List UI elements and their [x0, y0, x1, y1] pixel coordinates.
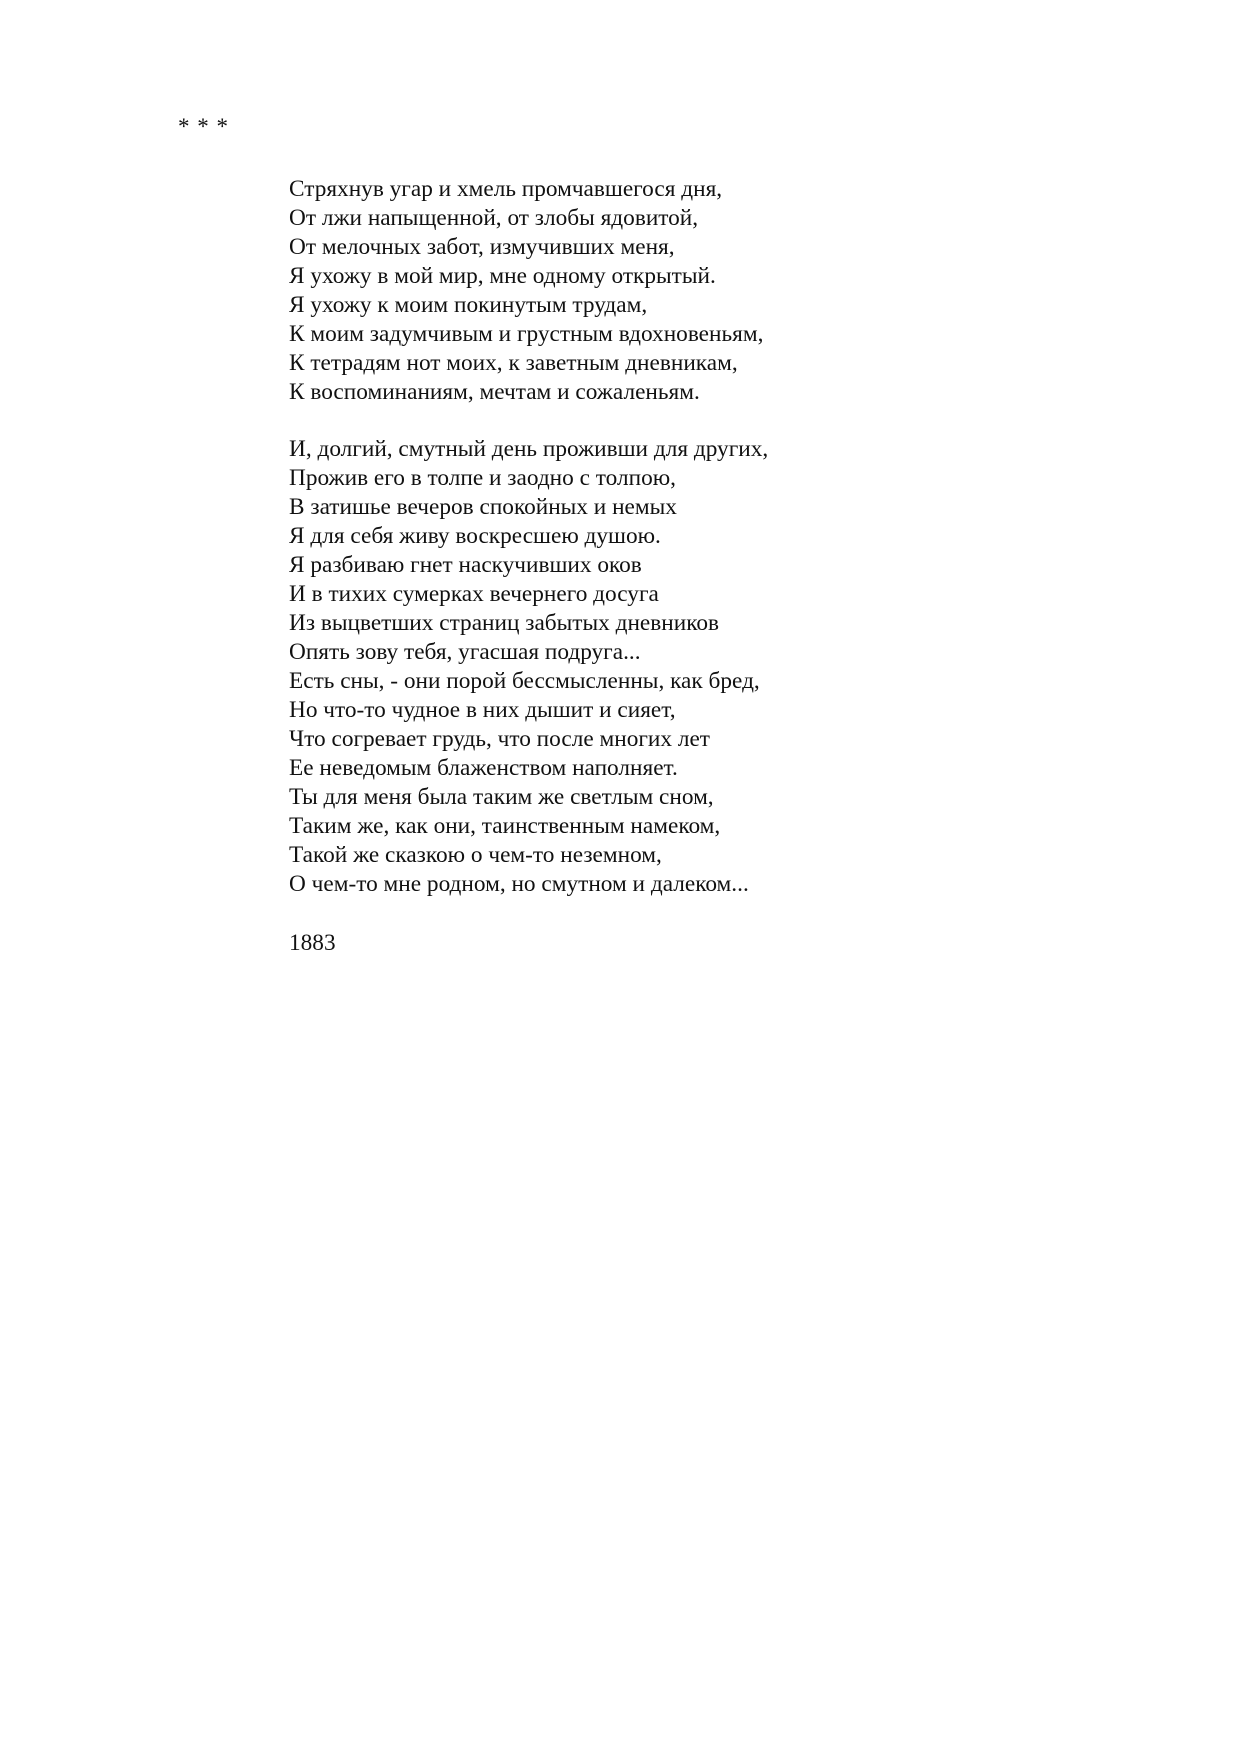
poem-line: Я разбиваю гнет наскучивших оков [289, 552, 642, 578]
poem-line: К моим задумчивым и грустным вдохновеньям, [289, 321, 764, 347]
poem-line: Я для себя живу воскресшею душою. [289, 523, 661, 549]
poem-line: И, долгий, смутный день проживши для других, [289, 436, 769, 462]
poem-line: Прожив его в толпе и заодно с толпою, [289, 465, 676, 491]
poem-date: 1883 [289, 930, 336, 956]
poem-line: От мелочных забот, измучивших меня, [289, 234, 675, 260]
poem-line: Стряхнув угар и хмель промчавшегося дня, [289, 176, 723, 202]
poem-line: К воспоминаниям, мечтам и сожаленьям. [289, 379, 700, 405]
poem-line: Ты для меня была таким же светлым сном, [289, 784, 714, 810]
poem-line: От лжи напыщенной, от злобы ядовитой, [289, 205, 699, 231]
poem-body [289, 175, 1189, 958]
poem-line: Я ухожу к моим покинутым трудам, [289, 292, 648, 318]
poem-line: Но что-то чудное в них дышит и сияет, [289, 697, 676, 723]
poem-title-asterisks: * * * [178, 114, 229, 139]
poem-line: Из выцветших страниц забытых дневников [289, 610, 719, 636]
poem-line: Таким же, как они, таинственным намеком, [289, 813, 721, 839]
poem-line: Ее неведомым блаженством наполняет. [289, 755, 678, 781]
stanza-2 [289, 435, 1189, 899]
poem-line: Есть сны, - они порой бессмысленны, как бред, [289, 668, 760, 694]
poem-line: Такой же сказкою о чем-то неземном, [289, 842, 662, 868]
stanza-1 [289, 175, 1189, 407]
poem-line: Опять зову тебя, угасшая подруга... [289, 639, 641, 665]
poem-line: О чем-то мне родном, но смутном и далеком... [289, 871, 749, 897]
poem-line: И в тихих сумерках вечернего досуга [289, 581, 659, 607]
poem-line: К тетрадям нот моих, к заветным дневникам, [289, 350, 738, 376]
poem-line: Я ухожу в мой мир, мне одному открытый. [289, 263, 716, 289]
poem-line: В затишье вечеров спокойных и немых [289, 494, 677, 520]
poem-line: Что согревает грудь, что после многих лет [289, 726, 710, 752]
